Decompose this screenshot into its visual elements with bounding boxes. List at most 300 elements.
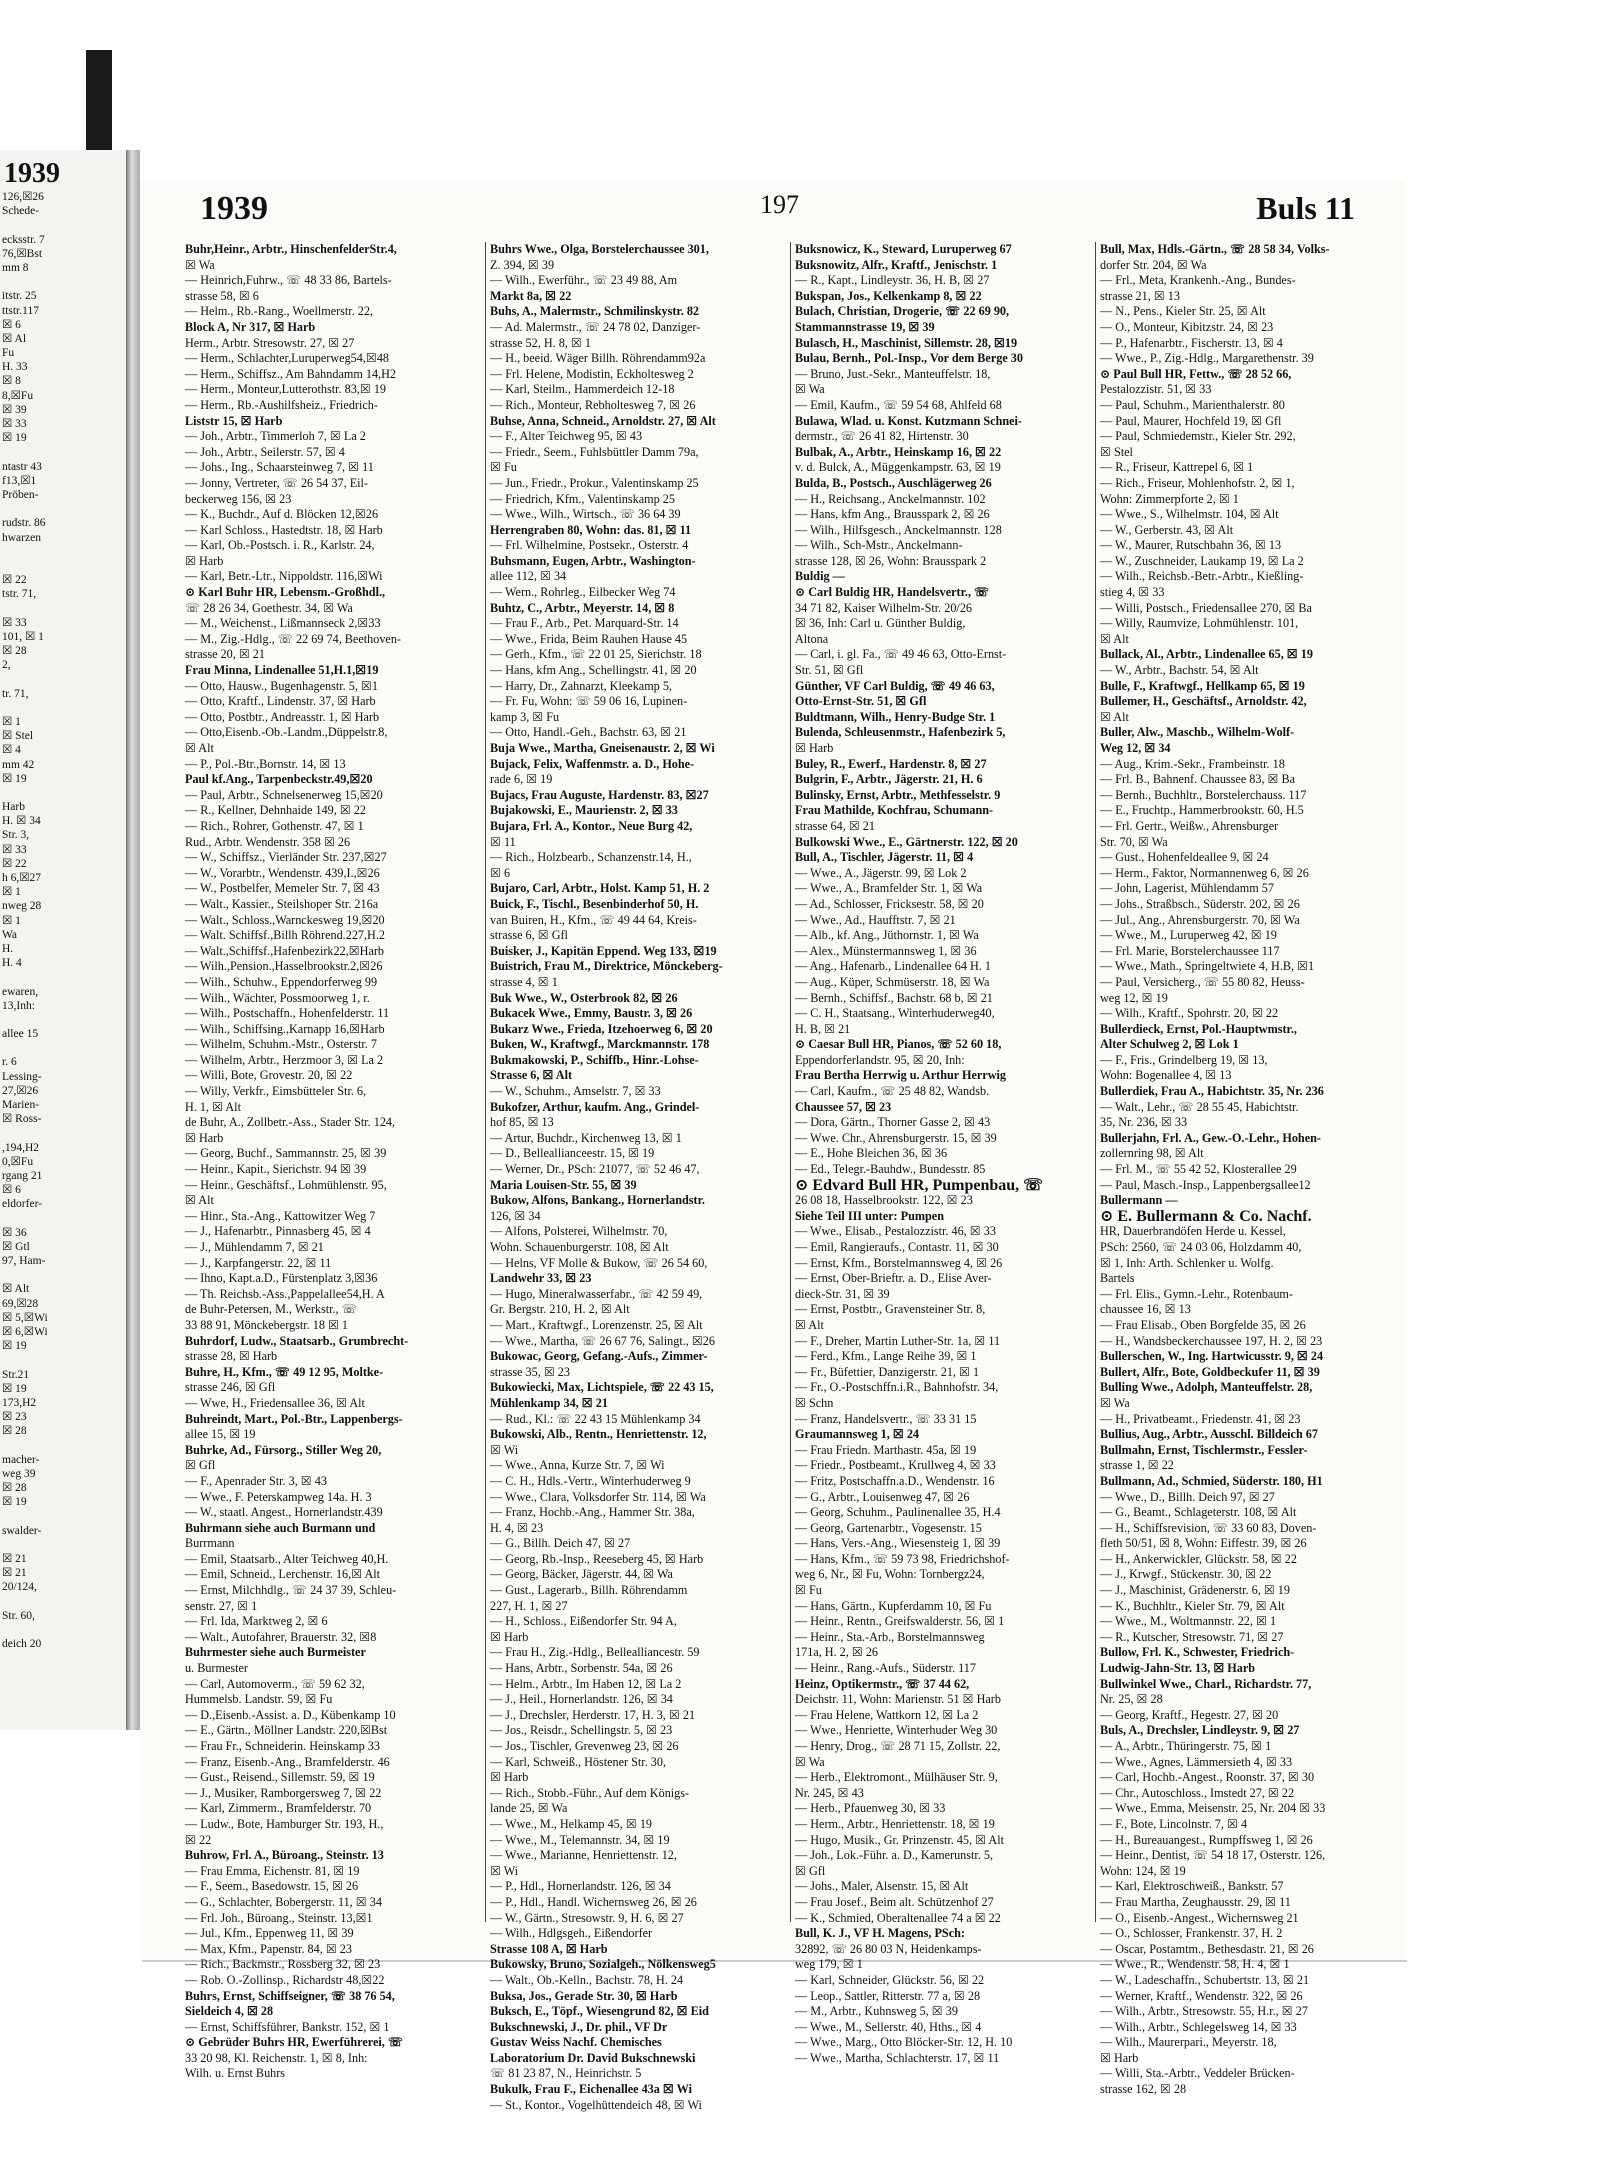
- directory-entry-line: — Carl, Automoverm., ☏ 59 62 32,: [185, 1676, 365, 1691]
- directory-entry-line: 227, H. 1, ☒ 27: [490, 1598, 568, 1613]
- directory-entry-line: Buller, Alw., Maschb., Wilhelm-Wolf-: [1100, 725, 1295, 740]
- previous-page-line: ☒ 21: [2, 1567, 27, 1580]
- directory-entry-line: — Wilh., Sch-Mstr., Anckelmann-: [795, 538, 963, 553]
- previous-page-line: ☒ 1: [2, 886, 21, 899]
- previous-page-line: [2, 1212, 120, 1226]
- directory-entry-line: Buhrdorf, Ludw., Staatsarb., Grumbrecht-: [185, 1333, 409, 1348]
- directory-entry-line: — Herm., Faktor, Normannenweg 6, ☒ 26: [1100, 865, 1309, 880]
- directory-entry-line: — F., Alter Teichweg 95, ☒ 43: [490, 429, 643, 444]
- directory-entry-line: — Emil, Rangieraufs., Contastr. 11, ☒ 30: [795, 1240, 999, 1254]
- directory-column-2: [490, 242, 790, 2112]
- previous-page-line: ☒ 33: [2, 616, 27, 629]
- directory-entry-line: Nr. 245, ☒ 43: [795, 1785, 864, 1800]
- directory-entry-line: — Paul, Versicherg., ☏ 55 80 82, Heuss-: [1100, 974, 1305, 989]
- directory-entry-line: — Georg, Gartenarbtr., Vogesenstr. 15: [795, 1520, 982, 1535]
- directory-entry-line: Herm., Arbtr. Stresowstr. 27, ☒ 27: [185, 335, 355, 350]
- directory-entry-line: — Ludw., Bote, Hamburger Str. 193, H.,: [185, 1816, 384, 1831]
- directory-entry-line: — Oscar, Postamtm., Bethesdastr. 21, ☒ 26: [1100, 1941, 1314, 1956]
- directory-entry-line: Bukspan, Jos., Kelkenkamp 8, ☒ 22: [795, 288, 982, 303]
- directory-entry-line: — Frl. Helene, Modistin, Eckholtesweg 2: [490, 366, 694, 381]
- directory-entry-line: — Karl, Zimmerm., Bramfelderstr. 70: [185, 1801, 372, 1816]
- directory-entry-line: ⊙ Caesar Bull HR, Pianos, ☏ 52 60 18,: [795, 1037, 1002, 1052]
- directory-entry-line: — Wwe, H., Friedensallee 36, ☒ Alt: [185, 1395, 365, 1410]
- directory-entry-line: — Emil, Kaufm., ☏ 59 54 68, Ahlfeld 68: [795, 397, 1002, 412]
- directory-entry-line: — Hans, Arbtr., Sorbenstr. 54a, ☒ 26: [490, 1661, 673, 1676]
- previous-page-line: 20/124,: [2, 1581, 37, 1594]
- directory-entry-line: — Wwe., D., Billh. Deich 97, ☒ 27: [1100, 1489, 1275, 1504]
- directory-entry-line: — Bernh., Schiffsf., Bachstr. 68 b, ☒ 21: [795, 990, 993, 1005]
- directory-entry-line: — Wilh., Arbtr., Schlegelsweg 14, ☒ 33: [1100, 2019, 1297, 2034]
- directory-column-3: [795, 242, 1095, 2065]
- directory-entry-line: — Ferd., Kfm., Lange Reihe 39, ☒ 1: [795, 1349, 977, 1364]
- directory-entry-line: — Heinr., Sta.-Arb., Borstelmannsweg: [795, 1629, 985, 1644]
- directory-entry-line: Sieldeich 4, ☒ 28: [185, 2004, 274, 2019]
- directory-entry-line: — Hugo, Musik., Gr. Prinzenstr. 45, ☒ Alt: [795, 1832, 1004, 1847]
- directory-entry-line: — H., Bureauangest., Rumpffsweg 1, ☒ 26: [1100, 1832, 1313, 1847]
- directory-entry-line: — Hinr., Sta.-Ang., Kattowitzer Weg 7: [185, 1208, 376, 1223]
- directory-entry-line: van Buiren, H., Kfm., ☏ 49 44 64, Kreis-: [490, 912, 697, 927]
- previous-page-line: Marien-: [2, 1099, 40, 1111]
- directory-entry-line: — Frl. Wilhelmine, Postsekr., Osterstr. 4: [490, 538, 689, 553]
- directory-entry-line: Buhrmester siehe auch Burmeister: [185, 1645, 366, 1660]
- previous-page-line: h 6,☒27: [2, 872, 42, 884]
- directory-entry-line: dieck-Str. 31, ☒ 39: [795, 1286, 890, 1301]
- previous-page-line: ☒ 22: [2, 857, 27, 870]
- previous-page-line: [2, 786, 120, 800]
- previous-page-line: H. 4: [2, 957, 22, 970]
- directory-entry-line: dorfer Str. 204, ☒ Wa: [1100, 257, 1207, 272]
- directory-entry-line: — Otto, Hausw., Bugenhagenstr. 5, ☒1: [185, 678, 378, 693]
- directory-entry-line: — Frau Fr., Schneiderin. Heinskamp 33: [185, 1739, 380, 1753]
- directory-entry-line: H. B, ☒ 21: [795, 1021, 851, 1036]
- directory-entry-line: Buick, F., Tischl., Besenbinderhof 50, H.: [490, 896, 699, 911]
- directory-entry-line: Strasse 6, ☒ Alt: [490, 1068, 573, 1083]
- directory-entry-line: — Wilhelm, Schuhm.-Mstr., Osterstr. 7: [185, 1037, 377, 1052]
- previous-page-line: ewaren,: [2, 985, 39, 998]
- directory-entry-line: rade 6, ☒ 19: [490, 772, 553, 787]
- directory-entry-line: Z. 394, ☒ 39: [490, 257, 555, 272]
- directory-entry-line: Bulawa, Wlad. u. Konst. Kutzmann Schnei-: [795, 413, 1022, 428]
- directory-entry-line: — Heinr., Kapit., Sierichstr. 94 ☒ 39: [185, 1162, 367, 1177]
- directory-entry-line: Frau Minna, Lindenallee 51,H.1,☒19: [185, 663, 379, 678]
- directory-entry-line: — Jul., Kfm., Eppenweg 11, ☒ 39: [185, 1926, 354, 1941]
- directory-entry-line: — P., Hdl., Handl. Wichernsweg 26, ☒ 26: [490, 1894, 697, 1909]
- binding-strip: [86, 50, 112, 150]
- directory-entry-line: strasse 246, ☒ Gfl: [185, 1380, 276, 1395]
- directory-entry-line: Bullmahn, Ernst, Tischlermstr., Fessler-: [1100, 1442, 1308, 1457]
- directory-entry-line: Bukofzer, Arthur, kaufm. Ang., Grindel-: [490, 1099, 700, 1114]
- directory-entry-line: beckerweg 156, ☒ 23: [185, 491, 292, 506]
- directory-entry-line: — P., Hdl., Hornerlandstr. 126, ☒ 34: [490, 1879, 671, 1894]
- directory-entry-line: Str. 70, ☒ Wa: [1100, 834, 1168, 849]
- previous-page-line: 126,☒26: [2, 191, 44, 203]
- directory-entry-line: ⊙ E. Bullermann & Co. Nachf.: [1100, 1207, 1312, 1225]
- directory-entry-line: Bukowski, Alb., Rentn., Henriettenstr. 12,: [490, 1427, 707, 1442]
- directory-entry-line: Wohn. Schauenburgerstr. 108, ☒ Alt: [490, 1240, 669, 1254]
- directory-entry-line: Buhs, A., Malermstr., Schmilinskystr. 82: [490, 304, 700, 319]
- directory-entry-line: Bulling Wwe., Adolph, Manteuffelstr. 28,: [1100, 1380, 1313, 1395]
- directory-entry-line: — Wwe., A., Jägerstr. 99, ☒ Lok 2: [795, 865, 967, 880]
- previous-page-line: ☒ 6,☒Wi: [2, 1326, 48, 1338]
- directory-entry-line: — Carl, i. gl. Fa., ☏ 49 46 63, Otto-Ernst-: [795, 647, 1007, 662]
- directory-entry-line: Bukschnewski, J., Dr. phil., VF Dr: [490, 2019, 668, 2034]
- previous-page-line: [2, 1041, 120, 1055]
- directory-entry-line: — Paul, Maurer, Hochfeld 19, ☒ Gfl: [1100, 413, 1282, 428]
- directory-entry-line: Buhre, H., Kfm., ☏ 49 12 95, Moltke-: [185, 1364, 384, 1379]
- directory-entry-line: chaussee 16, ☒ 13: [1100, 1302, 1191, 1317]
- directory-entry-line: Buksnowicz, K., Steward, Luruperweg 67: [795, 242, 1012, 256]
- previous-page-line: nweg 28: [2, 900, 42, 913]
- previous-page-line: Schede-: [2, 205, 40, 218]
- directory-entry-line: — Hans, kfm Ang., Schellingstr. 41, ☒ 20: [490, 663, 697, 678]
- directory-entry-line: — John, Lagerist, Mühlendamm 57: [1100, 881, 1274, 896]
- directory-entry-line: — Hans, Kfm., ☏ 59 73 98, Friedrichshof-: [795, 1551, 1010, 1566]
- directory-entry-line: — Frl. M., ☏ 55 42 52, Klosterallee 29: [1100, 1162, 1297, 1177]
- directory-entry-line: Markt 8a, ☒ 22: [490, 288, 572, 303]
- directory-entry-line: — Herm., Rb.-Aushilfsheiz., Friedrich-: [185, 397, 378, 412]
- directory-entry-line: — F., Apenrader Str. 3, ☒ 43: [185, 1473, 327, 1488]
- directory-entry-line: strasse 162, ☒ 28: [1100, 2082, 1187, 2097]
- previous-page-line: ☒ Ross-: [2, 1113, 42, 1126]
- directory-entry-line: ☒ Alt: [185, 741, 214, 755]
- directory-column-1: [185, 242, 485, 2081]
- directory-entry-line: ☒ Wi: [490, 1442, 519, 1457]
- previous-page-line: [2, 559, 120, 573]
- previous-page-line: Lessing-: [2, 1070, 42, 1083]
- directory-entry-line: — Joh., Arbtr., Seilerstr. 57, ☒ 4: [185, 444, 345, 459]
- previous-page-line: [2, 970, 120, 984]
- directory-entry-line: — Wwe., R., Wendenstr. 58, H. 4, ☒ 1: [1100, 1957, 1290, 1972]
- directory-entry-line: Str. 51, ☒ Gfl: [795, 663, 864, 678]
- directory-entry-line: — Artur, Buchdr., Kirchenweg 13, ☒ 1: [490, 1130, 682, 1145]
- directory-entry-line: kamp 3, ☒ Fu: [490, 709, 560, 724]
- directory-entry-line: — W., staatl. Angest., Hornerlandstr.439: [185, 1505, 383, 1520]
- directory-entry-line: H. 4, ☒ 23: [490, 1520, 544, 1535]
- book-gutter: [126, 150, 140, 1730]
- directory-entry-line: Bujaro, Carl, Arbtr., Holst. Kamp 51, H. 2: [490, 881, 710, 896]
- previous-page-line: [2, 701, 120, 715]
- directory-entry-line: — Willy, Raumvize, Lohmühlenstr. 101,: [1100, 616, 1299, 631]
- column-divider: [790, 242, 791, 1922]
- directory-entry-line: ☒ Schn: [795, 1395, 834, 1410]
- directory-entry-line: — W., Gärtn., Stresowstr. 9, H. 6, ☒ 27: [490, 1910, 684, 1925]
- directory-entry-line: Landwehr 33, ☒ 23: [490, 1271, 592, 1286]
- previous-page-line: [2, 1509, 120, 1523]
- directory-entry-line: — G., Arbtr., Louisenweg 47, ☒ 26: [795, 1489, 970, 1504]
- previous-page-line: [2, 275, 120, 289]
- page-range: Buls 11: [1256, 190, 1355, 226]
- directory-entry-line: — Heinr., Geschäftsf., Lohmühlenstr. 95,: [185, 1177, 387, 1192]
- directory-entry-line: — Walt., Lehr., ☏ 28 55 45, Habichtstr.: [1100, 1099, 1299, 1114]
- previous-page-line: ☒ 33: [2, 843, 27, 856]
- previous-page-line: [2, 445, 120, 459]
- directory-entry-line: — Wilh., Schiffsing.,Karnapp 16,☒Harb: [185, 1021, 385, 1036]
- directory-entry-line: Buls, A., Drechsler, Lindleystr. 9, ☒ 27: [1100, 1723, 1300, 1738]
- directory-entry-line: — M., Arbtr., Kuhnsweg 5, ☒ 39: [795, 2004, 958, 2019]
- directory-entry-line: — Karl, Schneider, Glückstr. 56, ☒ 22: [795, 1972, 985, 1987]
- directory-entry-line: — Ad., Schlosser, Fricksestr. 58, ☒ 20: [795, 896, 984, 911]
- page-margin: [1405, 180, 1600, 1960]
- directory-entry-line: Bullwinkel Wwe., Charl., Richardstr. 77,: [1100, 1676, 1312, 1691]
- directory-entry-line: — Wwe., F. Peterskampweg 14a. H. 3: [185, 1489, 372, 1504]
- directory-entry-line: — J., Maschinist, Grädenerstr. 6, ☒ 19: [1100, 1583, 1290, 1598]
- directory-entry-line: — Herm., Monteur,Lutterothstr. 83,☒ 19: [185, 382, 387, 397]
- directory-entry-line: Bulau, Bernh., Pol.-Insp., Vor dem Berge 30: [795, 351, 1023, 366]
- directory-entry-line: ☒ 6: [490, 865, 511, 880]
- directory-entry-line: — Max, Kfm., Papenstr. 84, ☒ 23: [185, 1941, 352, 1956]
- directory-entry-line: dermstr., ☏ 26 41 82, Hirtenstr. 30: [795, 429, 969, 444]
- directory-entry-line: Liststr 15, ☒ Harb: [185, 413, 283, 428]
- directory-entry-line: — Wilh., Hdlgsgeh., Eißendorfer: [490, 1926, 653, 1941]
- directory-entry-line: — O., Eisenb.-Angest., Wichernsweg 21: [1100, 1910, 1299, 1925]
- directory-entry-line: — Paul, Masch.-Insp., Lappenbergsallee12: [1100, 1177, 1311, 1192]
- directory-entry-line: — Mart., Kraftwgf., Lorenzenstr. 25, ☒ Alt: [490, 1317, 703, 1332]
- directory-entry-line: — Walt.,Schiffsf.,Hafenbezirk22,☒Harb: [185, 943, 385, 958]
- directory-entry-line: — Paul, Arbtr., Schnelsenerweg 15,☒20: [185, 787, 383, 802]
- directory-entry-line: Bullmann, Ad., Schmied, Süderstr. 180, H1: [1100, 1473, 1323, 1488]
- directory-entry-line: — Wilh., Postschaffn., Hohenfelderstr. 11: [185, 1006, 390, 1021]
- directory-entry-line: Bukulk, Frau F., Eichenallee 43a ☒ Wi: [490, 2082, 693, 2097]
- directory-entry-line: — K., Buchhltr., Kieler Str. 79, ☒ Alt: [1100, 1598, 1285, 1613]
- directory-entry-line: Otto-Ernst-Str. 51, ☒ Gfl: [795, 694, 927, 709]
- directory-entry-line: — Wwe., Martha, Schlachterstr. 17, ☒ 11: [795, 2050, 1000, 2065]
- directory-entry-line: Gr. Bergstr. 210, H. 2, ☒ Alt: [490, 1302, 630, 1317]
- directory-entry-line: — Herb., Pfauenweg 30, ☒ 33: [795, 1801, 946, 1816]
- directory-entry-line: Buk Wwe., W., Osterbrook 82, ☒ 26: [490, 990, 678, 1005]
- directory-entry-line: strasse 64, ☒ 21: [795, 818, 875, 833]
- previous-page-line: H. ☒ 34: [2, 815, 41, 828]
- previous-page-line: ☒ 19: [2, 1340, 27, 1353]
- previous-page-line: ☒ Al: [2, 332, 27, 345]
- directory-entry-line: Buistrich, Frau M., Direktrice, Mönckeberg-: [490, 959, 723, 974]
- directory-entry-line: Graumannsweg 1, ☒ 24: [795, 1427, 920, 1442]
- directory-entry-line: ☒ Wa: [795, 1754, 825, 1769]
- directory-entry-line: — Fritz, Postschaffn.a.D., Wendenstr. 16: [795, 1473, 995, 1488]
- directory-entry-line: — Otto, Postbtr., Andreasstr. 1, ☒ Harb: [185, 709, 380, 724]
- directory-entry-line: — Johs., Straßbsch., Süderstr. 202, ☒ 26: [1100, 896, 1300, 911]
- page-number: 197: [760, 190, 799, 219]
- directory-entry-line: weg 12, ☒ 19: [1100, 990, 1168, 1005]
- directory-entry-line: allee 15, ☒ 19: [185, 1427, 256, 1442]
- directory-entry-line: — Franz, Hochb.-Ang., Hammer Str. 38a,: [490, 1505, 695, 1520]
- directory-entry-line: — Chr., Autoschloss., Imstedt 27, ☒ 22: [1100, 1785, 1295, 1800]
- directory-entry-line: hof 85, ☒ 13: [490, 1115, 554, 1130]
- directory-entry-line: — J., Karpfangerstr. 22, ☒ 11: [185, 1255, 332, 1270]
- directory-entry-line: — Alfons, Polsterei, Wilhelmstr. 70,: [490, 1224, 668, 1239]
- directory-entry-line: u. Burmester: [185, 1661, 248, 1676]
- previous-page-edge: [0, 150, 126, 1730]
- previous-page-line: rudstr. 86: [2, 517, 46, 530]
- directory-entry-line: Buhrs Wwe., Olga, Borstelerchaussee 301,: [490, 242, 709, 256]
- directory-entry-line: — Jos., Reisdr., Schellingstr. 5, ☒ 23: [490, 1723, 673, 1738]
- directory-entry-line: Altona: [795, 631, 829, 646]
- directory-entry-line: ⊙ Edvard Bull HR, Pumpenbau, ☏: [795, 1176, 1044, 1194]
- directory-entry-line: — Ernst, Kfm., Borstelmannsweg 4, ☒ 26: [795, 1255, 1003, 1270]
- directory-entry-line: weg 6, Nr., ☒ Fu, Wohn: Tornbergz24,: [795, 1567, 985, 1582]
- directory-entry-line: Bulach, Christian, Drogerie, ☏ 22 69 90,: [795, 304, 1010, 319]
- directory-entry-line: — Karl, Betr.-Ltr., Nippoldstr. 116,☒Wi: [185, 569, 383, 584]
- directory-entry-line: Buksa, Jos., Gerade Str. 30, ☒ Harb: [490, 1988, 678, 2003]
- previous-page-line: H.: [2, 942, 14, 955]
- directory-entry-line: Bukmakowski, P., Schiffb., Hinr.-Lohse-: [490, 1052, 699, 1067]
- directory-entry-line: — Wilh., Maurerpari., Meyerstr. 18,: [1100, 2035, 1277, 2050]
- directory-entry-line: Bullack, Al., Arbtr., Lindenallee 65, ☒ 19: [1100, 647, 1313, 662]
- previous-page-line: 0,☒Fu: [2, 1155, 34, 1168]
- directory-entry-line: Buhrmann siehe auch Burmann und: [185, 1520, 376, 1535]
- previous-page-line: ☒ 4: [2, 744, 21, 757]
- directory-entry-line: — Frau Helene, Wattkorn 12, ☒ La 2: [795, 1707, 979, 1722]
- directory-entry-line: — Hans, Gärtn., Kupferdamm 10, ☒ Fu: [795, 1598, 992, 1613]
- previous-page-line: ☒ 19: [2, 772, 27, 785]
- previous-page-line: itstr. 25: [2, 290, 37, 303]
- directory-entry-line: de Buhr, A., Zollbetr.-Ass., Stader Str. 124,: [185, 1115, 396, 1130]
- previous-page-line: Harb: [2, 801, 25, 814]
- directory-entry-line: — Friedrich, Kfm., Valentinskamp 25: [490, 491, 675, 506]
- directory-entry-line: Buisker, J., Kapitän Eppend. Weg 133, ☒19: [490, 943, 717, 958]
- directory-entry-line: — E., Gärtn., Möllner Landstr. 220,☒Bst: [185, 1723, 388, 1738]
- previous-page-line: [2, 1623, 120, 1637]
- directory-entry-line: — Henry, Drog., ☏ 28 71 15, Zollstr. 22,: [795, 1739, 1001, 1753]
- directory-entry-line: — Georg, Schuhm., Paulinenallee 35, H.4: [795, 1505, 1001, 1520]
- directory-entry-line: 35, Nr. 236, ☒ 33: [1100, 1115, 1188, 1130]
- directory-entry-line: Günther, VF Carl Buldig, ☏ 49 46 63,: [795, 678, 995, 693]
- directory-entry-line: — Wilh.,Pension.,Hasselbrookstr.2,☒26: [185, 959, 383, 974]
- directory-entry-line: ☏ 81 23 87, N., Heinrichstr. 5: [490, 2066, 642, 2081]
- directory-entry-line: — Helns, VF Molle & Bukow, ☏ 26 54 60,: [490, 1255, 708, 1270]
- directory-entry-line: — Heinr., Rang.-Aufs., Süderstr. 117: [795, 1661, 976, 1676]
- directory-entry-line: — Wilh., Hilfsgesch., Anckelmannstr. 128: [795, 522, 1002, 537]
- directory-entry-line: — W., Gerberstr. 43, ☒ Alt: [1100, 522, 1234, 537]
- directory-entry-line: v. d. Bulck, A., Müggenkampstr. 63, ☒ 19: [795, 460, 1001, 475]
- directory-entry-line: — Ihno, Kapt.a.D., Fürstenplatz 3,☒36: [185, 1271, 378, 1286]
- previous-page-line: ☒ 28: [2, 1425, 27, 1438]
- directory-entry-line: — Gust., Hohenfeldeallee 9, ☒ 24: [1100, 850, 1269, 865]
- directory-entry-line: Bulenda, Schleusenmstr., Hafenbezirk 5,: [795, 725, 1006, 740]
- directory-entry-line: strasse 4, ☒ 1: [490, 974, 558, 989]
- directory-entry-line: — J., Mühlendamm 7, ☒ 21: [185, 1240, 324, 1254]
- directory-entry-line: — J., Drechsler, Herderstr. 17, H. 3, ☒ 21: [490, 1707, 696, 1722]
- directory-entry-line: — Gust., Reisend., Sillemstr. 59, ☒ 19: [185, 1770, 375, 1785]
- directory-entry-line: — O., Schlosser, Frankenstr. 37, H. 2: [1100, 1926, 1283, 1941]
- directory-entry-line: — Herb., Elektromont., Mülhäuser Str. 9,: [795, 1770, 998, 1785]
- previous-page-line: Str. 60,: [2, 1609, 35, 1622]
- directory-entry-line: — R., Kapt., Lindleystr. 36, H. B, ☒ 27: [795, 273, 990, 288]
- directory-entry-line: — Dora, Gärtn., Thorner Gasse 2, ☒ 43: [795, 1115, 991, 1130]
- directory-entry-line: Bullerdieck, Ernst, Pol.-Hauptwmstr.,: [1100, 1021, 1297, 1036]
- directory-entry-line: fleth 50/51, ☒ 8, Wohn: Eiffestr. 39, ☒ 26: [1100, 1536, 1307, 1551]
- directory-entry-line: ☒ Fu: [490, 460, 517, 475]
- directory-entry-line: — Jul., Ang., Ahrensburgerstr. 70, ☒ Wa: [1100, 912, 1300, 927]
- previous-page-line: ☒ 8: [2, 375, 21, 388]
- directory-entry-line: — Frl. B., Bahnenf. Chaussee 83, ☒ Ba: [1100, 772, 1296, 787]
- directory-entry-line: — R., Kutscher, Stresowstr. 71, ☒ 27: [1100, 1629, 1284, 1644]
- directory-entry-line: Bukow, Alfons, Bankang., Hornerlandstr.: [490, 1193, 705, 1208]
- directory-entry-line: strasse 28, ☒ Harb: [185, 1349, 278, 1364]
- directory-entry-line: — Herm., Schiffsz., Am Bahndamm 14,H2: [185, 366, 397, 381]
- directory-column-4: [1100, 242, 1400, 2097]
- directory-entry-line: 171a, H. 2, ☒ 26: [795, 1645, 879, 1660]
- page-header: [140, 180, 1405, 240]
- directory-entry-line: Laboratorium Dr. David Bukschnewski: [490, 2050, 696, 2065]
- directory-entry-line: 33 20 98, Kl. Reichenstr. 1, ☒ 8, Inh:: [185, 2050, 368, 2065]
- column-divider: [485, 242, 486, 1922]
- directory-entry-line: — Rich., Rohrer, Gothenstr. 47, ☒ 1: [185, 818, 364, 833]
- directory-entry-line: ⊙ Paul Bull HR, Fettw., ☏ 28 52 66,: [1100, 366, 1292, 381]
- directory-entry-line: Bullemer, H., Geschäftsf., Arnoldstr. 42,: [1100, 694, 1307, 709]
- directory-entry-line: — Carl, Hochb.-Angest., Roonstr. 37, ☒ 30: [1100, 1770, 1315, 1785]
- directory-entry-line: ☒ Gfl: [795, 1863, 826, 1878]
- directory-entry-line: zollernring 98, ☒ Alt: [1100, 1146, 1204, 1161]
- directory-entry-line: — H., Reichsang., Anckelmannstr. 102: [795, 491, 986, 506]
- directory-entry-line: — Jonny, Vertreter, ☏ 26 54 37, Eil-: [185, 475, 368, 490]
- directory-entry-line: strasse 58, ☒ 6: [185, 288, 259, 303]
- directory-entry-line: — Werner, Dr., PSch: 21077, ☏ 52 46 47,: [490, 1162, 700, 1177]
- directory-entry-line: — Gust., Lagerarb., Billh. Röhrendamm: [490, 1583, 688, 1598]
- directory-entry-line: — Emil, Staatsarb., Alter Teichweg 40,H.: [185, 1551, 389, 1566]
- directory-entry-line: — Wwe., M., Sellerstr. 40, Hths., ☒ 4: [795, 2019, 982, 2034]
- directory-entry-line: — Frau Elisab., Oben Borgfelde 35, ☒ 26: [1100, 1317, 1306, 1332]
- previous-page-line: ☒ 36: [2, 1226, 27, 1239]
- previous-page-line: Pröben-: [2, 488, 39, 501]
- previous-page-line: [2, 1353, 120, 1367]
- directory-entry-line: strasse 20, ☒ 21: [185, 647, 265, 662]
- directory-entry-line: — Otto,Eisenb.-Ob.-Landm.,Düppelstr.8,: [185, 725, 388, 740]
- directory-entry-line: Frau Bertha Herrwig u. Arthur Herrwig: [795, 1068, 1006, 1083]
- directory-entry-line: — Ernst, Postbtr., Gravensteiner Str. 8,: [795, 1302, 986, 1317]
- directory-entry-line: — Herm., Schlachter,Luruperweg54,☒48: [185, 351, 390, 366]
- directory-entry-line: Bullerdiek, Frau A., Habichtstr. 35, Nr. 236: [1100, 1084, 1324, 1099]
- directory-entry-line: Herrengraben 80, Wohn: das. 81, ☒ 11: [490, 522, 692, 537]
- previous-page-line: ☒ 19: [2, 432, 27, 445]
- directory-entry-line: — St., Kontor., Vogelhüttendeich 48, ☒ Wi: [490, 2097, 702, 2112]
- directory-entry-line: — Jun., Friedr., Prokur., Valentinskamp 25: [490, 475, 699, 490]
- directory-entry-line: — A., Arbtr., Thüringerstr. 75, ☒ 1: [1100, 1739, 1272, 1753]
- directory-entry-line: — Walt., Autofahrer, Brauerstr. 32, ☒8: [185, 1629, 377, 1644]
- directory-entry-line: — Rich., Friseur, Mohlenhofstr. 2, ☒ 1,: [1100, 475, 1295, 490]
- directory-entry-line: — Harry, Dr., Zahnarzt, Kleekamp 5,: [490, 678, 672, 693]
- previous-page-line: hwarzen: [2, 531, 41, 544]
- directory-entry-line: Strasse 108 A, ☒ Harb: [490, 1941, 608, 1956]
- directory-entry-line: — Werner, Kraftf., Wendenstr. 322, ☒ 26: [1100, 1988, 1303, 2003]
- directory-entry-line: — F., Fris., Grindelberg 19, ☒ 13,: [1100, 1052, 1268, 1067]
- directory-entry-line: — Willi, Bote, Grovestr. 20, ☒ 22: [185, 1068, 353, 1083]
- directory-entry-line: Buhsmann, Eugen, Arbtr., Washington-: [490, 553, 696, 568]
- directory-entry-line: Buldtmann, Wilh., Henry-Budge Str. 1: [795, 709, 996, 724]
- directory-page: [140, 180, 1405, 2112]
- directory-entry-line: — H., Schloss., Eißendorfer Str. 94 A,: [490, 1614, 677, 1629]
- previous-page-line: eldorfer-: [2, 1198, 42, 1211]
- directory-entry-line: Wohn: Bogenallee 4, ☒ 13: [1100, 1068, 1232, 1083]
- directory-entry-line: HR, Dauerbrandöfen Herde u. Kessel,: [1100, 1224, 1286, 1239]
- directory-entry-line: — Karl, Schweiß., Höstener Str. 30,: [490, 1754, 667, 1769]
- directory-entry-line: — Wwe., Wilh., Wirtsch., ☏ 36 64 39: [490, 507, 681, 522]
- directory-entry-line: — Aug., Krim.-Sekr., Frambeinstr. 18: [1100, 756, 1285, 771]
- directory-entry-line: — D., Belleallianceestr. 15, ☒ 19: [490, 1146, 655, 1161]
- directory-entry-line: — Wwe., S., Wilhelmstr. 104, ☒ Alt: [1100, 507, 1279, 522]
- previous-page-line: tr. 71,: [2, 687, 29, 700]
- directory-entry-line: ⊙ Gebrüder Buhrs HR, Ewerführerei, ☏: [185, 2035, 404, 2050]
- directory-entry-line: Mühlenkamp 34, ☒ 21: [490, 1395, 608, 1410]
- previous-page-line: [2, 1268, 120, 1282]
- directory-entry-line: Bullerschen, W., Ing. Hartwicusstr. 9, ☒ 24: [1100, 1349, 1324, 1364]
- previous-page-line: ☒ 23: [2, 1411, 27, 1424]
- directory-entry-line: PSch: 2560, ☏ 24 03 06, Holzdamm 40,: [1100, 1240, 1302, 1254]
- previous-page-line: [2, 1126, 120, 1140]
- directory-entry-line: — Frau F., Arb., Pet. Marquard-Str. 14: [490, 616, 679, 631]
- previous-page-line: ntastr 43: [2, 460, 42, 473]
- directory-entry-line: Buhrke, Ad., Fürsorg., Stiller Weg 20,: [185, 1442, 382, 1457]
- directory-entry-line: — W., Vorarbtr., Wendenstr. 439,I.,☒26: [185, 865, 380, 880]
